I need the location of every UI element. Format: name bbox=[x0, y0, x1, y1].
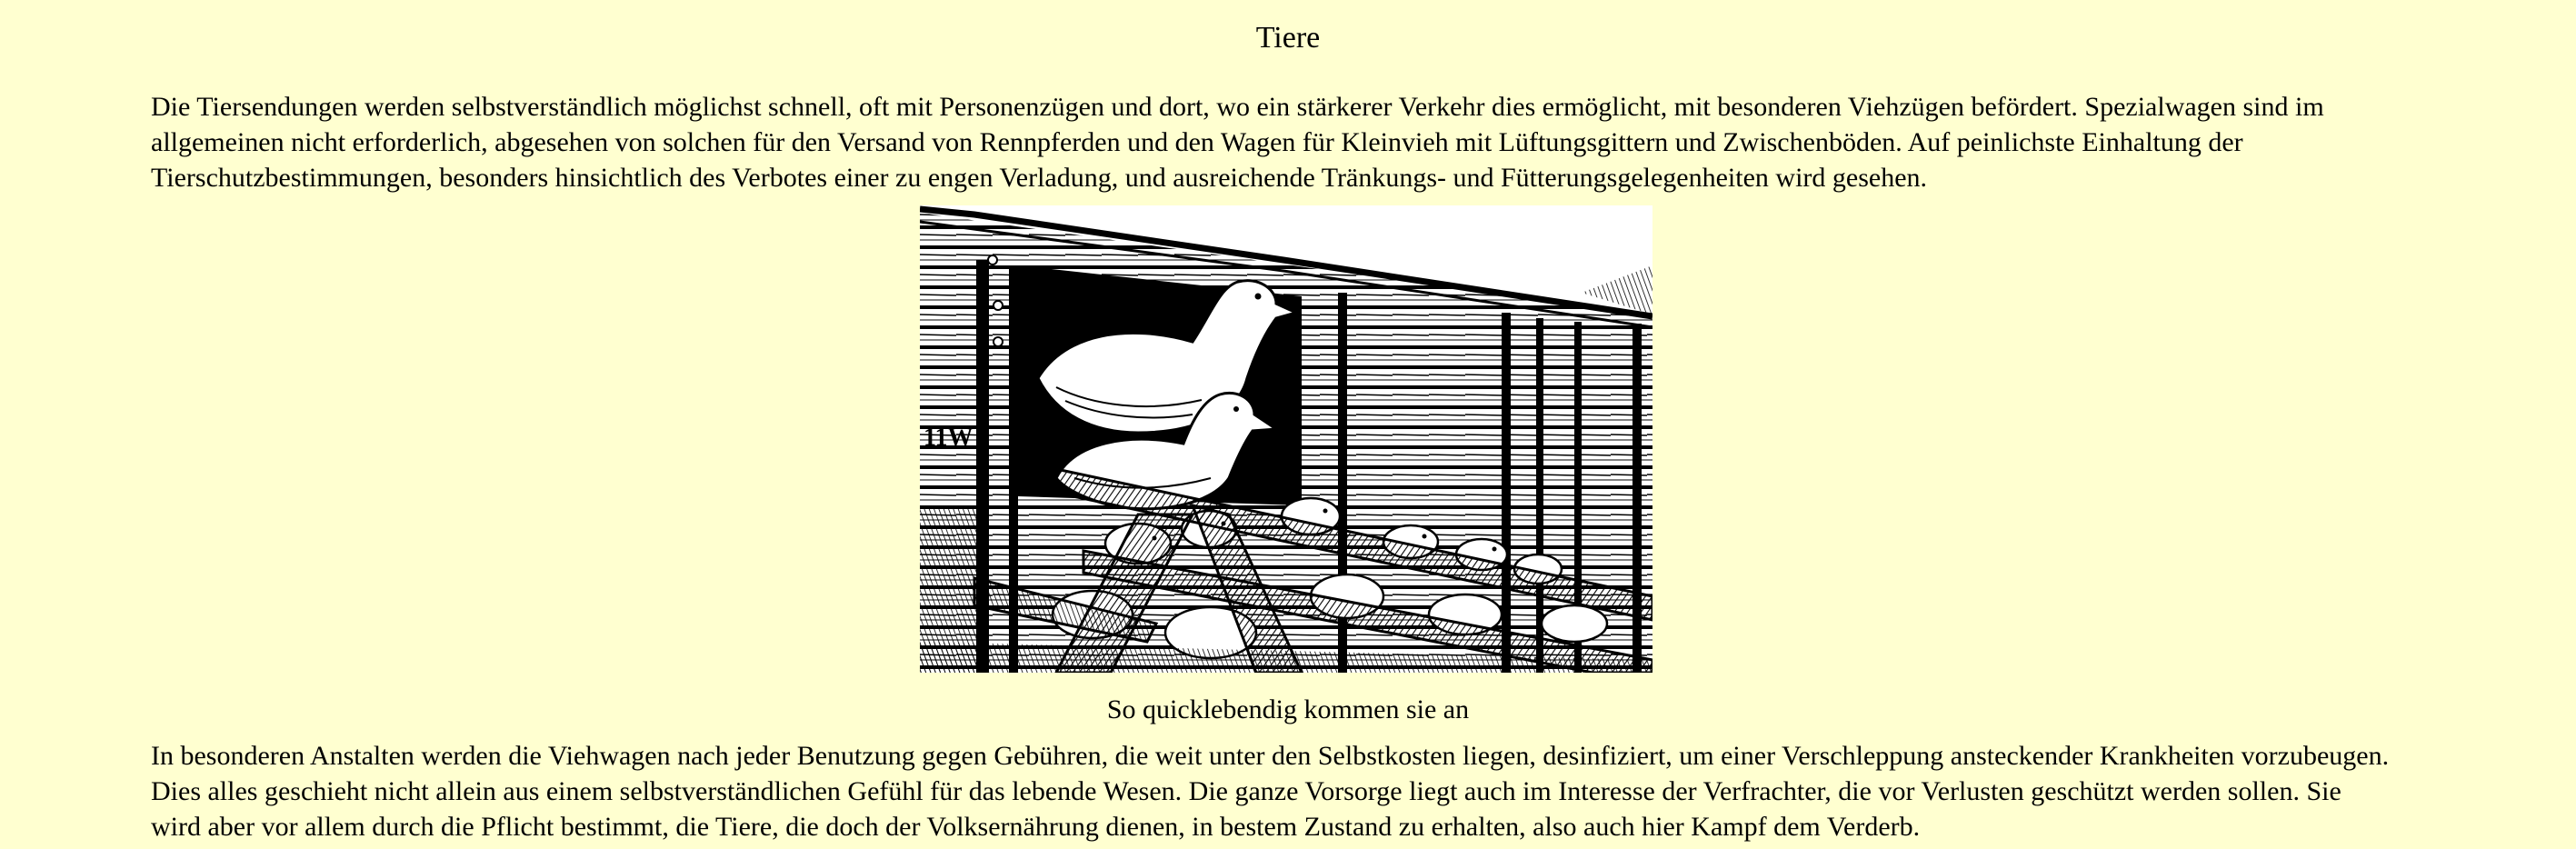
figure-caption: So quicklebendig kommen sie an bbox=[1106, 694, 1470, 724]
closing-paragraph: In besonderen Anstalten werden die Viehwagen nach jeder Benutzung gegen Gebühren, die weit unter den Selbstkosten liegen, desinfiziert, um einer Verschleppung ansteckender Krankheiten vorzubeugen. Dies alles geschieht nicht allein aus einem selbstverständlichen Gefühl für das lebende Wesen. Die ganze Vorsorge liegt auch im Interesse der Verfrachter, die vor Verlusten geschützt werden sollen. Sie wird aber vor allem durch die Pflicht bestimmt, die Tiere, die doch der Volksernährung dienen, in bestem Zustand zu erhalten, also auch hier Kampf dem Verderb. bbox=[151, 741, 2390, 842]
goose-wagon-illustration bbox=[920, 205, 1652, 673]
page-title: Tiere bbox=[1255, 21, 1321, 55]
wagon-marking: 11W bbox=[924, 424, 973, 452]
intro-paragraph: Die Tiersendungen werden selbstverständlich möglichst schnell, oft mit Personenzügen und dort, wo ein stärkerer Verkehr dies ermöglicht, mit besonderen Viehzügen befördert. Spezialwagen sind im allgemeinen nicht erforderlich, abgesehen von solchen für den Versand von Rennpferden und den Wagen für Kleinvieh mit Lüftungsgittern und Zwischenböden. Auf peinlichste Einhaltung der Tierschutzbestimmungen, besonders hinsichtlich des Verbotes einer zu engen Verladung, und ausreichende Tränkungs- und Fütterungsgelegenheiten wird gesehen. bbox=[151, 92, 2324, 193]
